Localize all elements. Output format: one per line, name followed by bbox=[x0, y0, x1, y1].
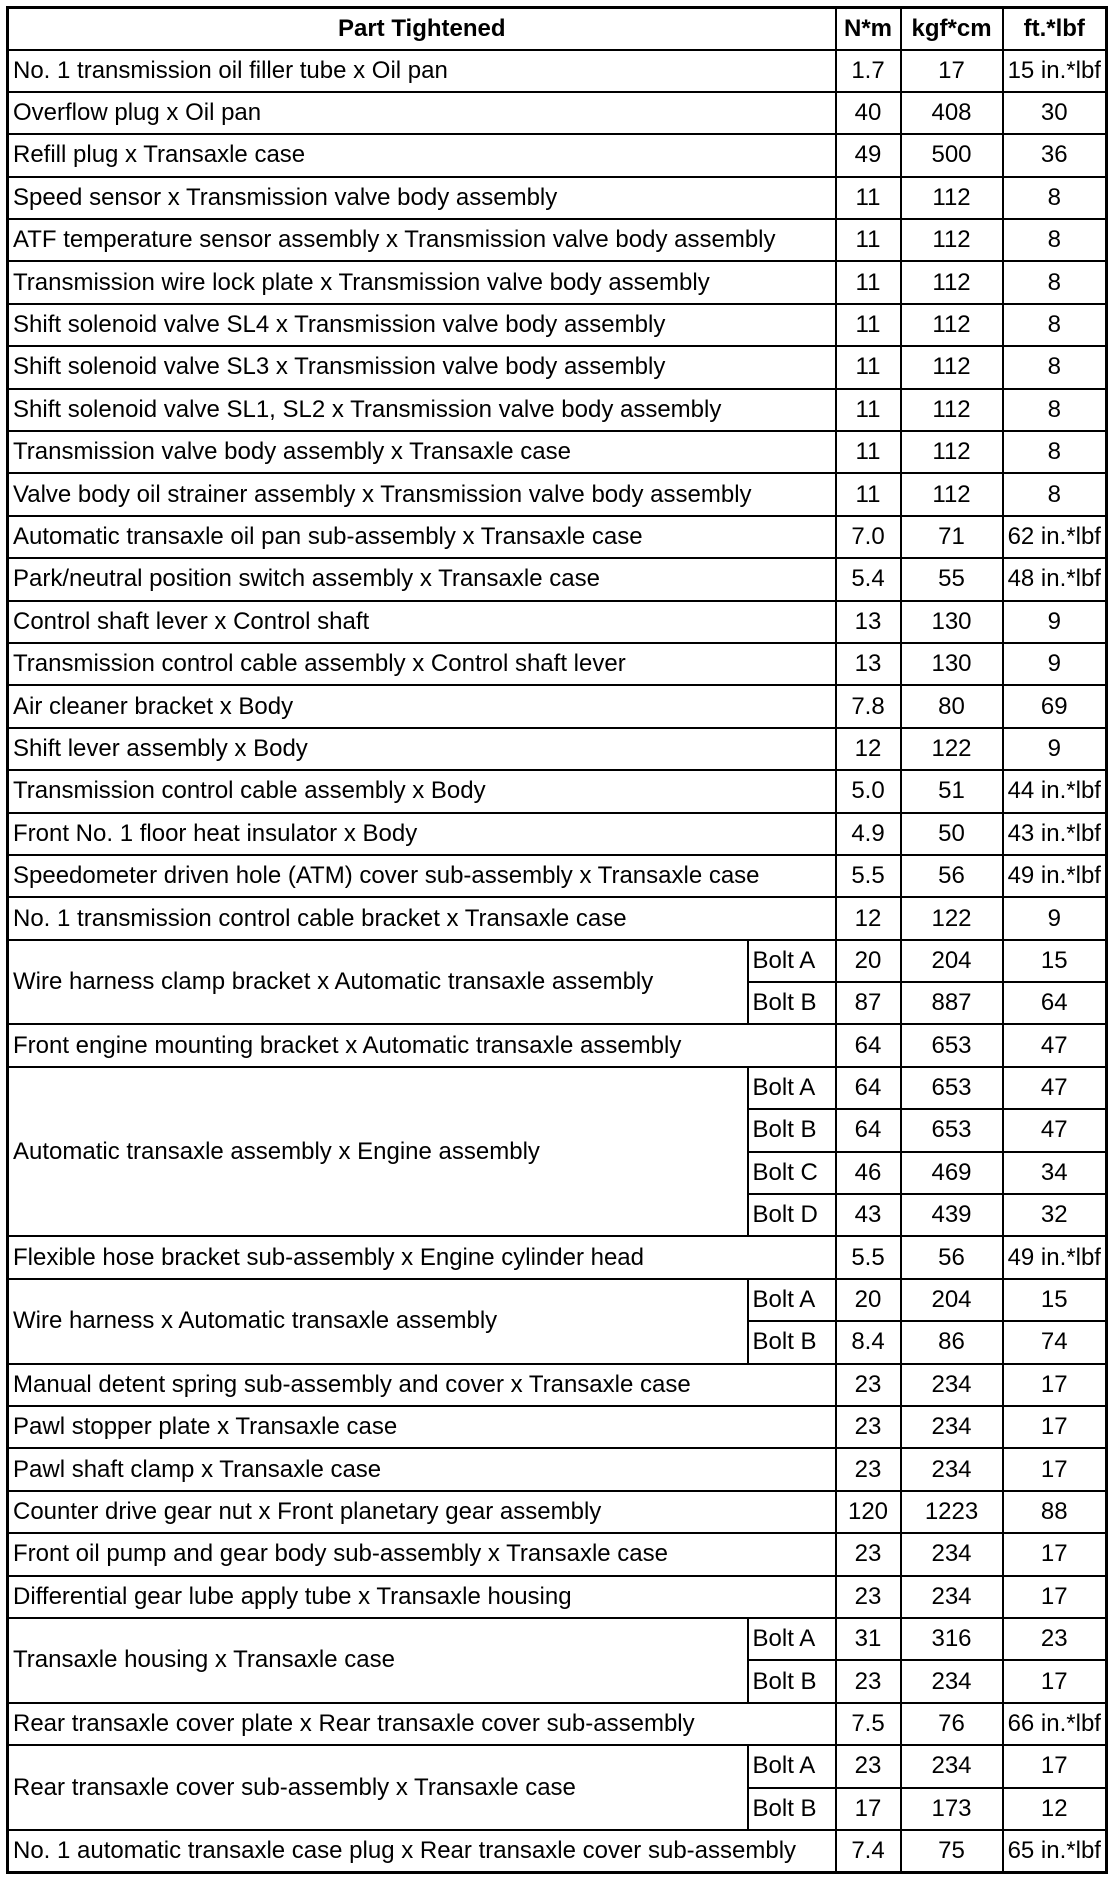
part-name-cell: Wire harness x Automatic transaxle assembly bbox=[8, 1279, 748, 1364]
part-name-cell: No. 1 automatic transaxle case plug x Rear transaxle cover sub-assembly bbox=[8, 1830, 836, 1872]
bolt-label-cell: Bolt B bbox=[748, 1321, 836, 1363]
bolt-label-cell: Bolt C bbox=[748, 1152, 836, 1194]
torque-ft-cell: 8 bbox=[1003, 431, 1107, 473]
torque-nm-cell: 64 bbox=[836, 1067, 901, 1109]
torque-kgf-cell: 887 bbox=[901, 982, 1003, 1024]
torque-kgf-cell: 204 bbox=[901, 940, 1003, 982]
torque-nm-cell: 12 bbox=[836, 728, 901, 770]
torque-ft-cell: 9 bbox=[1003, 643, 1107, 685]
part-name-cell: Flexible hose bracket sub-assembly x Engine cylinder head bbox=[8, 1236, 836, 1278]
torque-nm-cell: 23 bbox=[836, 1745, 901, 1787]
torque-ft-cell: 23 bbox=[1003, 1618, 1107, 1660]
table-row bbox=[8, 685, 1107, 727]
table-row bbox=[8, 1406, 1107, 1448]
part-name-cell: Front No. 1 floor heat insulator x Body bbox=[8, 813, 836, 855]
torque-kgf-cell: 469 bbox=[901, 1152, 1003, 1194]
torque-nm-cell: 13 bbox=[836, 601, 901, 643]
bolt-label-cell: Bolt A bbox=[748, 1067, 836, 1109]
torque-nm-cell: 23 bbox=[836, 1448, 901, 1490]
torque-ft-cell: 17 bbox=[1003, 1406, 1107, 1448]
table-row bbox=[8, 1067, 1107, 1109]
torque-kgf-cell: 112 bbox=[901, 219, 1003, 261]
torque-nm-cell: 23 bbox=[836, 1576, 901, 1618]
torque-ft-cell: 9 bbox=[1003, 601, 1107, 643]
part-name-cell: Shift solenoid valve SL1, SL2 x Transmission valve body assembly bbox=[8, 389, 836, 431]
torque-kgf-cell: 76 bbox=[901, 1703, 1003, 1745]
part-name-cell: Shift solenoid valve SL4 x Transmission valve body assembly bbox=[8, 304, 836, 346]
torque-nm-cell: 43 bbox=[836, 1194, 901, 1236]
part-name-cell: Transmission valve body assembly x Transaxle case bbox=[8, 431, 836, 473]
torque-nm-cell: 12 bbox=[836, 897, 901, 939]
torque-ft-cell: 30 bbox=[1003, 92, 1107, 134]
torque-nm-cell: 64 bbox=[836, 1024, 901, 1066]
torque-kgf-cell: 316 bbox=[901, 1618, 1003, 1660]
torque-kgf-cell: 234 bbox=[901, 1660, 1003, 1702]
torque-nm-cell: 23 bbox=[836, 1406, 901, 1448]
table-row bbox=[8, 304, 1107, 346]
table-row bbox=[8, 389, 1107, 431]
bolt-label-cell: Bolt B bbox=[748, 982, 836, 1024]
header-newton-meters: N*m bbox=[836, 8, 901, 50]
torque-nm-cell: 31 bbox=[836, 1618, 901, 1660]
bolt-label-cell: Bolt A bbox=[748, 1618, 836, 1660]
torque-ft-cell: 36 bbox=[1003, 134, 1107, 176]
torque-kgf-cell: 130 bbox=[901, 601, 1003, 643]
torque-kgf-cell: 55 bbox=[901, 558, 1003, 600]
torque-ft-cell: 32 bbox=[1003, 1194, 1107, 1236]
torque-ft-cell: 43 in.*lbf bbox=[1003, 813, 1107, 855]
torque-kgf-cell: 234 bbox=[901, 1576, 1003, 1618]
torque-ft-cell: 17 bbox=[1003, 1364, 1107, 1406]
torque-kgf-cell: 1223 bbox=[901, 1491, 1003, 1533]
torque-kgf-cell: 234 bbox=[901, 1364, 1003, 1406]
torque-ft-cell: 88 bbox=[1003, 1491, 1107, 1533]
part-name-cell: Valve body oil strainer assembly x Transmission valve body assembly bbox=[8, 473, 836, 515]
torque-kgf-cell: 122 bbox=[901, 728, 1003, 770]
torque-ft-cell: 9 bbox=[1003, 728, 1107, 770]
header-ft-lbf: ft.*lbf bbox=[1003, 8, 1107, 50]
torque-ft-cell: 15 in.*lbf bbox=[1003, 50, 1107, 92]
table-row bbox=[8, 261, 1107, 303]
torque-kgf-cell: 112 bbox=[901, 177, 1003, 219]
part-name-cell: Shift lever assembly x Body bbox=[8, 728, 836, 770]
torque-ft-cell: 74 bbox=[1003, 1321, 1107, 1363]
torque-kgf-cell: 86 bbox=[901, 1321, 1003, 1363]
torque-kgf-cell: 50 bbox=[901, 813, 1003, 855]
torque-kgf-cell: 408 bbox=[901, 92, 1003, 134]
torque-ft-cell: 17 bbox=[1003, 1745, 1107, 1787]
torque-kgf-cell: 112 bbox=[901, 261, 1003, 303]
bolt-label-cell: Bolt A bbox=[748, 1745, 836, 1787]
part-name-cell: Counter drive gear nut x Front planetary gear assembly bbox=[8, 1491, 836, 1533]
table-row bbox=[8, 1576, 1107, 1618]
part-name-cell: Control shaft lever x Control shaft bbox=[8, 601, 836, 643]
part-name-cell: Differential gear lube apply tube x Transaxle housing bbox=[8, 1576, 836, 1618]
table-row bbox=[8, 728, 1107, 770]
torque-nm-cell: 40 bbox=[836, 92, 901, 134]
table-row bbox=[8, 897, 1107, 939]
table-row bbox=[8, 219, 1107, 261]
torque-kgf-cell: 112 bbox=[901, 389, 1003, 431]
torque-nm-cell: 11 bbox=[836, 473, 901, 515]
table-row bbox=[8, 813, 1107, 855]
bolt-label-cell: Bolt D bbox=[748, 1194, 836, 1236]
torque-kgf-cell: 112 bbox=[901, 346, 1003, 388]
torque-nm-cell: 5.5 bbox=[836, 855, 901, 897]
torque-nm-cell: 7.4 bbox=[836, 1830, 901, 1872]
torque-nm-cell: 11 bbox=[836, 389, 901, 431]
torque-nm-cell: 8.4 bbox=[836, 1321, 901, 1363]
torque-kgf-cell: 234 bbox=[901, 1745, 1003, 1787]
torque-kgf-cell: 112 bbox=[901, 304, 1003, 346]
table-row bbox=[8, 601, 1107, 643]
table-row bbox=[8, 558, 1107, 600]
torque-nm-cell: 5.0 bbox=[836, 770, 901, 812]
part-name-cell: Transmission control cable assembly x Control shaft lever bbox=[8, 643, 836, 685]
part-name-cell: Front oil pump and gear body sub-assembly x Transaxle case bbox=[8, 1533, 836, 1575]
torque-specification-sheet bbox=[6, 6, 1105, 1872]
torque-ft-cell: 69 bbox=[1003, 685, 1107, 727]
torque-kgf-cell: 56 bbox=[901, 855, 1003, 897]
torque-nm-cell: 1.7 bbox=[836, 50, 901, 92]
torque-ft-cell: 65 in.*lbf bbox=[1003, 1830, 1107, 1872]
torque-ft-cell: 8 bbox=[1003, 177, 1107, 219]
torque-kgf-cell: 439 bbox=[901, 1194, 1003, 1236]
table-row bbox=[8, 940, 1107, 982]
torque-ft-cell: 17 bbox=[1003, 1576, 1107, 1618]
table-row bbox=[8, 1236, 1107, 1278]
torque-kgf-cell: 56 bbox=[901, 1236, 1003, 1278]
torque-nm-cell: 20 bbox=[836, 1279, 901, 1321]
torque-nm-cell: 87 bbox=[836, 982, 901, 1024]
table-row bbox=[8, 1703, 1107, 1745]
torque-ft-cell: 17 bbox=[1003, 1533, 1107, 1575]
torque-ft-cell: 15 bbox=[1003, 1279, 1107, 1321]
torque-ft-cell: 47 bbox=[1003, 1024, 1107, 1066]
torque-ft-cell: 8 bbox=[1003, 473, 1107, 515]
torque-kgf-cell: 75 bbox=[901, 1830, 1003, 1872]
table-row bbox=[8, 1830, 1107, 1872]
torque-kgf-cell: 80 bbox=[901, 685, 1003, 727]
part-name-cell: Transaxle housing x Transaxle case bbox=[8, 1618, 748, 1703]
torque-nm-cell: 120 bbox=[836, 1491, 901, 1533]
bolt-label-cell: Bolt B bbox=[748, 1109, 836, 1151]
torque-ft-cell: 8 bbox=[1003, 219, 1107, 261]
table-row bbox=[8, 770, 1107, 812]
torque-ft-cell: 47 bbox=[1003, 1109, 1107, 1151]
table-row bbox=[8, 855, 1107, 897]
torque-ft-cell: 64 bbox=[1003, 982, 1107, 1024]
torque-nm-cell: 13 bbox=[836, 643, 901, 685]
torque-nm-cell: 11 bbox=[836, 431, 901, 473]
torque-ft-cell: 47 bbox=[1003, 1067, 1107, 1109]
torque-nm-cell: 23 bbox=[836, 1660, 901, 1702]
table-row bbox=[8, 50, 1107, 92]
torque-nm-cell: 64 bbox=[836, 1109, 901, 1151]
torque-nm-cell: 49 bbox=[836, 134, 901, 176]
part-name-cell: No. 1 transmission oil filler tube x Oil pan bbox=[8, 50, 836, 92]
table-row bbox=[8, 643, 1107, 685]
part-name-cell: ATF temperature sensor assembly x Transmission valve body assembly bbox=[8, 219, 836, 261]
torque-table bbox=[6, 6, 1108, 1874]
part-name-cell: Pawl shaft clamp x Transaxle case bbox=[8, 1448, 836, 1490]
part-name-cell: Wire harness clamp bracket x Automatic transaxle assembly bbox=[8, 940, 748, 1025]
table-row bbox=[8, 1024, 1107, 1066]
torque-nm-cell: 7.8 bbox=[836, 685, 901, 727]
torque-nm-cell: 11 bbox=[836, 219, 901, 261]
part-name-cell: Overflow plug x Oil pan bbox=[8, 92, 836, 134]
torque-nm-cell: 11 bbox=[836, 177, 901, 219]
torque-ft-cell: 8 bbox=[1003, 346, 1107, 388]
torque-ft-cell: 17 bbox=[1003, 1660, 1107, 1702]
part-name-cell: Transmission control cable assembly x Body bbox=[8, 770, 836, 812]
torque-kgf-cell: 653 bbox=[901, 1024, 1003, 1066]
torque-kgf-cell: 234 bbox=[901, 1533, 1003, 1575]
torque-kgf-cell: 17 bbox=[901, 50, 1003, 92]
torque-nm-cell: 11 bbox=[836, 346, 901, 388]
torque-ft-cell: 49 in.*lbf bbox=[1003, 1236, 1107, 1278]
part-name-cell: Air cleaner bracket x Body bbox=[8, 685, 836, 727]
torque-ft-cell: 44 in.*lbf bbox=[1003, 770, 1107, 812]
part-name-cell: Automatic transaxle oil pan sub-assembly x Transaxle case bbox=[8, 516, 836, 558]
table-row bbox=[8, 92, 1107, 134]
torque-ft-cell: 12 bbox=[1003, 1788, 1107, 1830]
table-row bbox=[8, 1364, 1107, 1406]
torque-nm-cell: 7.5 bbox=[836, 1703, 901, 1745]
bolt-label-cell: Bolt A bbox=[748, 1279, 836, 1321]
part-name-cell: Refill plug x Transaxle case bbox=[8, 134, 836, 176]
torque-nm-cell: 4.9 bbox=[836, 813, 901, 855]
table-row bbox=[8, 1448, 1107, 1490]
torque-ft-cell: 8 bbox=[1003, 304, 1107, 346]
torque-kgf-cell: 500 bbox=[901, 134, 1003, 176]
part-name-cell: Rear transaxle cover plate x Rear transaxle cover sub-assembly bbox=[8, 1703, 836, 1745]
part-name-cell: Manual detent spring sub-assembly and cover x Transaxle case bbox=[8, 1364, 836, 1406]
torque-ft-cell: 66 in.*lbf bbox=[1003, 1703, 1107, 1745]
torque-ft-cell: 9 bbox=[1003, 897, 1107, 939]
part-name-cell: No. 1 transmission control cable bracket x Transaxle case bbox=[8, 897, 836, 939]
table-row bbox=[8, 1491, 1107, 1533]
torque-nm-cell: 5.4 bbox=[836, 558, 901, 600]
torque-nm-cell: 7.0 bbox=[836, 516, 901, 558]
torque-nm-cell: 20 bbox=[836, 940, 901, 982]
table-row bbox=[8, 1618, 1107, 1660]
torque-ft-cell: 48 in.*lbf bbox=[1003, 558, 1107, 600]
torque-nm-cell: 23 bbox=[836, 1364, 901, 1406]
torque-kgf-cell: 173 bbox=[901, 1788, 1003, 1830]
header-row bbox=[8, 8, 1107, 50]
bolt-label-cell: Bolt B bbox=[748, 1660, 836, 1702]
table-row bbox=[8, 346, 1107, 388]
table-row bbox=[8, 177, 1107, 219]
part-name-cell: Automatic transaxle assembly x Engine assembly bbox=[8, 1067, 748, 1237]
table-row bbox=[8, 516, 1107, 558]
bolt-label-cell: Bolt A bbox=[748, 940, 836, 982]
bolt-label-cell: Bolt B bbox=[748, 1788, 836, 1830]
header-part-tightened: Part Tightened bbox=[8, 8, 836, 50]
torque-ft-cell: 17 bbox=[1003, 1448, 1107, 1490]
table-body bbox=[8, 50, 1107, 1873]
torque-nm-cell: 5.5 bbox=[836, 1236, 901, 1278]
torque-kgf-cell: 122 bbox=[901, 897, 1003, 939]
torque-kgf-cell: 234 bbox=[901, 1448, 1003, 1490]
part-name-cell: Speed sensor x Transmission valve body assembly bbox=[8, 177, 836, 219]
table-row bbox=[8, 134, 1107, 176]
part-name-cell: Rear transaxle cover sub-assembly x Transaxle case bbox=[8, 1745, 748, 1830]
torque-kgf-cell: 112 bbox=[901, 431, 1003, 473]
torque-nm-cell: 17 bbox=[836, 1788, 901, 1830]
table-row bbox=[8, 1745, 1107, 1787]
torque-ft-cell: 8 bbox=[1003, 389, 1107, 431]
torque-ft-cell: 62 in.*lbf bbox=[1003, 516, 1107, 558]
table-row bbox=[8, 473, 1107, 515]
table-row bbox=[8, 1533, 1107, 1575]
part-name-cell: Transmission wire lock plate x Transmission valve body assembly bbox=[8, 261, 836, 303]
torque-nm-cell: 11 bbox=[836, 304, 901, 346]
torque-ft-cell: 8 bbox=[1003, 261, 1107, 303]
torque-kgf-cell: 204 bbox=[901, 1279, 1003, 1321]
torque-ft-cell: 49 in.*lbf bbox=[1003, 855, 1107, 897]
part-name-cell: Speedometer driven hole (ATM) cover sub-assembly x Transaxle case bbox=[8, 855, 836, 897]
torque-nm-cell: 46 bbox=[836, 1152, 901, 1194]
part-name-cell: Shift solenoid valve SL3 x Transmission valve body assembly bbox=[8, 346, 836, 388]
torque-kgf-cell: 130 bbox=[901, 643, 1003, 685]
part-name-cell: Front engine mounting bracket x Automatic transaxle assembly bbox=[8, 1024, 836, 1066]
torque-kgf-cell: 653 bbox=[901, 1067, 1003, 1109]
part-name-cell: Park/neutral position switch assembly x Transaxle case bbox=[8, 558, 836, 600]
torque-kgf-cell: 112 bbox=[901, 473, 1003, 515]
torque-kgf-cell: 234 bbox=[901, 1406, 1003, 1448]
table-row bbox=[8, 1279, 1107, 1321]
torque-nm-cell: 23 bbox=[836, 1533, 901, 1575]
torque-kgf-cell: 51 bbox=[901, 770, 1003, 812]
torque-ft-cell: 34 bbox=[1003, 1152, 1107, 1194]
header-kgf-cm: kgf*cm bbox=[901, 8, 1003, 50]
torque-kgf-cell: 71 bbox=[901, 516, 1003, 558]
torque-kgf-cell: 653 bbox=[901, 1109, 1003, 1151]
torque-nm-cell: 11 bbox=[836, 261, 901, 303]
table-row bbox=[8, 431, 1107, 473]
part-name-cell: Pawl stopper plate x Transaxle case bbox=[8, 1406, 836, 1448]
torque-ft-cell: 15 bbox=[1003, 940, 1107, 982]
